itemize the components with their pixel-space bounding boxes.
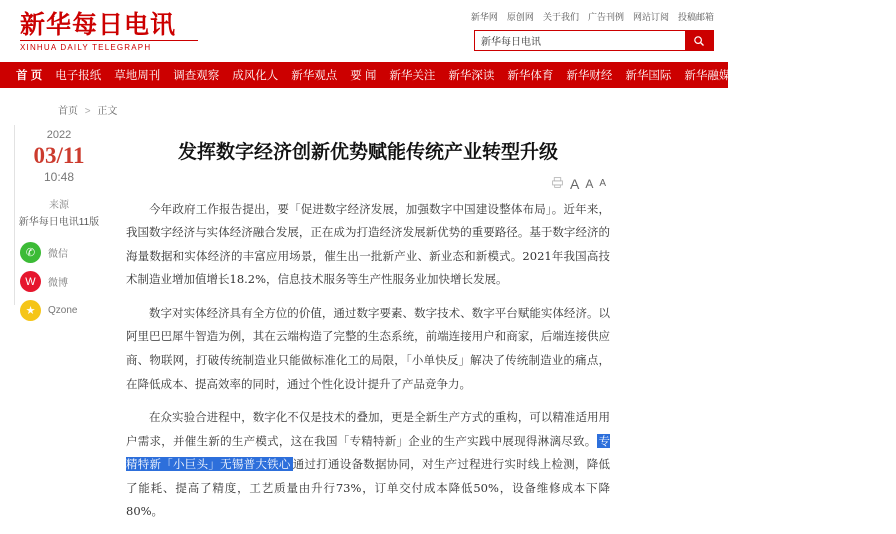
weibo-icon: W bbox=[20, 271, 41, 292]
top-link-1[interactable]: 原创网 bbox=[506, 12, 534, 22]
nav-item-5[interactable]: 新华观点 bbox=[291, 70, 338, 82]
page-title: 发挥数字经济创新优势赋能传统产业转型升级 bbox=[177, 141, 558, 163]
nav-item-12[interactable]: 新华融媒 bbox=[684, 70, 731, 82]
source-name: 新华每日电讯11版 bbox=[18, 217, 100, 229]
site-logo[interactable] bbox=[20, 8, 198, 52]
sidebar-divider bbox=[14, 125, 15, 305]
nav-item-1[interactable]: 电子报纸 bbox=[55, 70, 102, 82]
nav-item-2[interactable]: 草地周刊 bbox=[114, 70, 161, 82]
header-right bbox=[470, 8, 714, 51]
nav-item-8[interactable]: 新华深读 bbox=[448, 70, 495, 82]
article-paragraph-1: 今年政府工作报告提出，要「促进数字经济发展，加强数字中国建设整体布局」。近年来，我国数字经济与实体经济融合发展，正在成为打造经济发展新优势的重要路径。基于数字经济的海量数据和实体经济的丰富应用场景，催生出一批新产业、新业态和新模式。2021年我国高技术制造业增加值增长18.2%，信息技术服务等生产性服务业加快增长发展。 bbox=[126, 201, 610, 287]
qzone-icon: ★ bbox=[20, 300, 41, 321]
nav-item-6[interactable]: 要 闻 bbox=[350, 70, 377, 82]
highlighted-selection: 专精特新「小巨头」无锡普大铁心 bbox=[126, 433, 610, 472]
main-nav bbox=[0, 62, 896, 88]
publish-time: 10:48 bbox=[43, 170, 75, 185]
share-wechat[interactable] bbox=[0, 242, 118, 263]
search-icon bbox=[693, 35, 705, 47]
nav-item-7[interactable]: 新华关注 bbox=[389, 70, 436, 82]
nav-item-9[interactable]: 新华体育 bbox=[507, 70, 554, 82]
top-links bbox=[470, 10, 714, 23]
article-paragraph-2: 数字对实体经济具有全方位的价值，通过数字要素、数字技术、数字平台赋能实体经济。以阿里巴巴犀牛智造为例，其在云端构造了完整的生态系统，前端连接用户和商家，后端连接供应商、物联网，打破传统制造业只能做标准化工的局限，「小单快反」解决了传统制造业的痛点，在降低成本、提高效率的同时，通过个性化设计提升了产品竞争力。 bbox=[126, 305, 610, 391]
search-input[interactable] bbox=[475, 31, 685, 50]
wechat-icon: ✆ bbox=[20, 242, 41, 263]
page-content bbox=[0, 88, 728, 534]
publish-monthday: 03/11 bbox=[33, 143, 85, 168]
printer-icon[interactable] bbox=[551, 176, 564, 192]
share-list bbox=[0, 242, 118, 321]
breadcrumb-current: 正文 bbox=[97, 106, 118, 117]
nav-item-11[interactable]: 新华国际 bbox=[625, 70, 672, 82]
article-sidebar bbox=[0, 117, 118, 534]
search-box[interactable] bbox=[474, 30, 714, 51]
source-label: 来源 bbox=[49, 200, 69, 212]
nav-item-10[interactable]: 新华财经 bbox=[566, 70, 613, 82]
nav-item-3[interactable]: 调查观察 bbox=[173, 70, 220, 82]
share-qzone-label: Qzone bbox=[48, 305, 78, 317]
nav-item-0[interactable]: 首 页 bbox=[16, 70, 43, 82]
share-qzone[interactable] bbox=[0, 300, 118, 321]
top-link-4[interactable]: 网站订阅 bbox=[632, 12, 669, 22]
top-link-3[interactable]: 广告刊例 bbox=[587, 12, 624, 22]
share-wechat-label: 微信 bbox=[48, 249, 68, 261]
breadcrumb-separator: > bbox=[84, 106, 91, 117]
paragraph-3-text-a: 在众实验合进程中，数字化不仅是技术的叠加，更是全新生产方式的重构，可以精准适用用户需求，并催生新的生产模式，这在我国「专精特新」企业的生产实践中展现得淋漓尽致。 bbox=[126, 410, 610, 448]
share-weibo-label: 微博 bbox=[48, 278, 68, 290]
font-size-medium-button[interactable]: A bbox=[585, 176, 594, 191]
article-layout bbox=[0, 117, 728, 534]
nav-item-13[interactable]: 精彩专题 bbox=[743, 70, 790, 82]
paragraph-3-text-b: 通过打通设备数据协同，对生产过程进行实时线上检测，降低了能耗、提高了精度，工艺质量由升行73%，订单交付成本降低50%，设备维修成本下降80%。 bbox=[126, 457, 611, 519]
nav-item-4[interactable]: 成风化人 bbox=[232, 70, 279, 82]
article-paragraph-3 bbox=[126, 406, 610, 524]
font-size-large-button[interactable]: A bbox=[569, 175, 580, 192]
top-link-0[interactable]: 新华网 bbox=[470, 12, 498, 22]
top-link-2[interactable]: 关于我们 bbox=[542, 12, 579, 22]
logo-title-cn: 新华每日电讯 bbox=[20, 10, 177, 39]
breadcrumb-home[interactable]: 首页 bbox=[58, 106, 78, 117]
breadcrumb bbox=[0, 88, 728, 117]
font-size-small-button[interactable]: A bbox=[599, 178, 606, 190]
logo-divider bbox=[20, 40, 198, 41]
publish-year: 2022 bbox=[46, 129, 72, 141]
nav-item-14[interactable]: 医卫健康 bbox=[802, 70, 849, 82]
article-tools bbox=[126, 176, 610, 192]
logo-title-en: XINHUA DAILY TELEGRAPH bbox=[20, 43, 152, 53]
top-link-5[interactable]: 投稿邮箱 bbox=[677, 12, 714, 22]
share-weibo[interactable] bbox=[0, 271, 118, 292]
site-header bbox=[0, 0, 728, 62]
article-body bbox=[118, 117, 638, 534]
search-button[interactable] bbox=[685, 31, 713, 50]
nav-item-15[interactable]: 看天下 bbox=[861, 70, 896, 82]
